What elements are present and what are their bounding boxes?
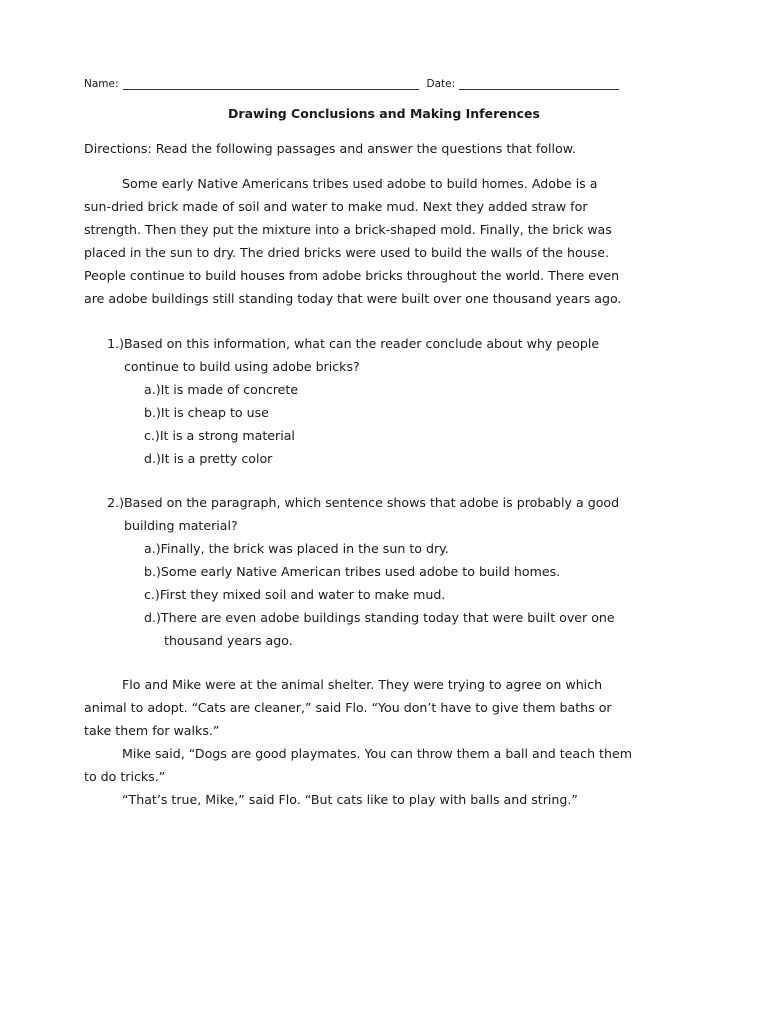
passage-line: sun-dried brick made of soil and water to make mud. Next they added straw for <box>84 199 588 214</box>
answer-option-d: d.)It is a pretty color <box>144 451 273 466</box>
question-text: Based on this information, what can the reader conclude about why people <box>124 336 600 351</box>
answer-option-c: c.)First they mixed soil and water to make mud. <box>144 587 446 602</box>
passage-line: Mike said, “Dogs are good playmates. You can throw them a ball and teach them <box>122 746 632 761</box>
name-label: Name: <box>84 78 119 90</box>
passage-shelter <box>84 673 684 811</box>
answer-option-d-cont: thousand years ago. <box>164 633 293 648</box>
question-number: 2.) <box>107 495 124 510</box>
page-title: Drawing Conclusions and Making Inferences <box>228 106 540 121</box>
answer-option-b: b.)Some early Native American tribes used adobe to build homes. <box>144 564 561 579</box>
passage-line: take them for walks.” <box>84 723 220 738</box>
passage-line: placed in the sun to dry. The dried bricks were used to build the walls of the house. <box>84 245 609 260</box>
question-text-cont: continue to build using adobe bricks? <box>124 359 360 374</box>
directions-text: Directions: Read the following passages and answer the questions that follow. <box>84 141 576 156</box>
name-date-header <box>84 78 644 90</box>
answer-option-b: b.)It is cheap to use <box>144 405 269 420</box>
answer-option-a: a.)Finally, the brick was placed in the sun to dry. <box>144 541 449 556</box>
passage-line: Flo and Mike were at the animal shelter. They were trying to agree on which <box>122 677 603 692</box>
name-blank <box>123 80 419 90</box>
answer-option-c: c.)It is a strong material <box>144 428 295 443</box>
passage-adobe <box>84 172 684 310</box>
passage-line: People continue to build houses from adobe bricks throughout the world. There even <box>84 268 620 283</box>
passage-line: are adobe buildings still standing today that were built over one thousand years ago. <box>84 291 622 306</box>
date-blank <box>459 80 619 90</box>
passage-line: Some early Native Americans tribes used adobe to build homes. Adobe is a <box>122 176 598 191</box>
question-2 <box>84 491 619 652</box>
passage-line: to do tricks.” <box>84 769 166 784</box>
passage-line: animal to adopt. “Cats are cleaner,” said Flo. “You don’t have to give them baths or <box>84 700 612 715</box>
answer-option-a: a.)It is made of concrete <box>144 382 299 397</box>
passage-line: strength. Then they put the mixture into a brick-shaped mold. Finally, the brick was <box>84 222 612 237</box>
passage-line: “That’s true, Mike,” said Flo. “But cats like to play with balls and string.” <box>122 792 578 807</box>
question-number: 1.) <box>107 336 124 351</box>
date-label: Date: <box>426 78 456 90</box>
answer-option-d: d.)There are even adobe buildings standing today that were built over one <box>144 610 615 625</box>
question-text-cont: building material? <box>124 518 238 533</box>
question-text: Based on the paragraph, which sentence shows that adobe is probably a good <box>124 495 620 510</box>
question-1 <box>84 332 599 470</box>
